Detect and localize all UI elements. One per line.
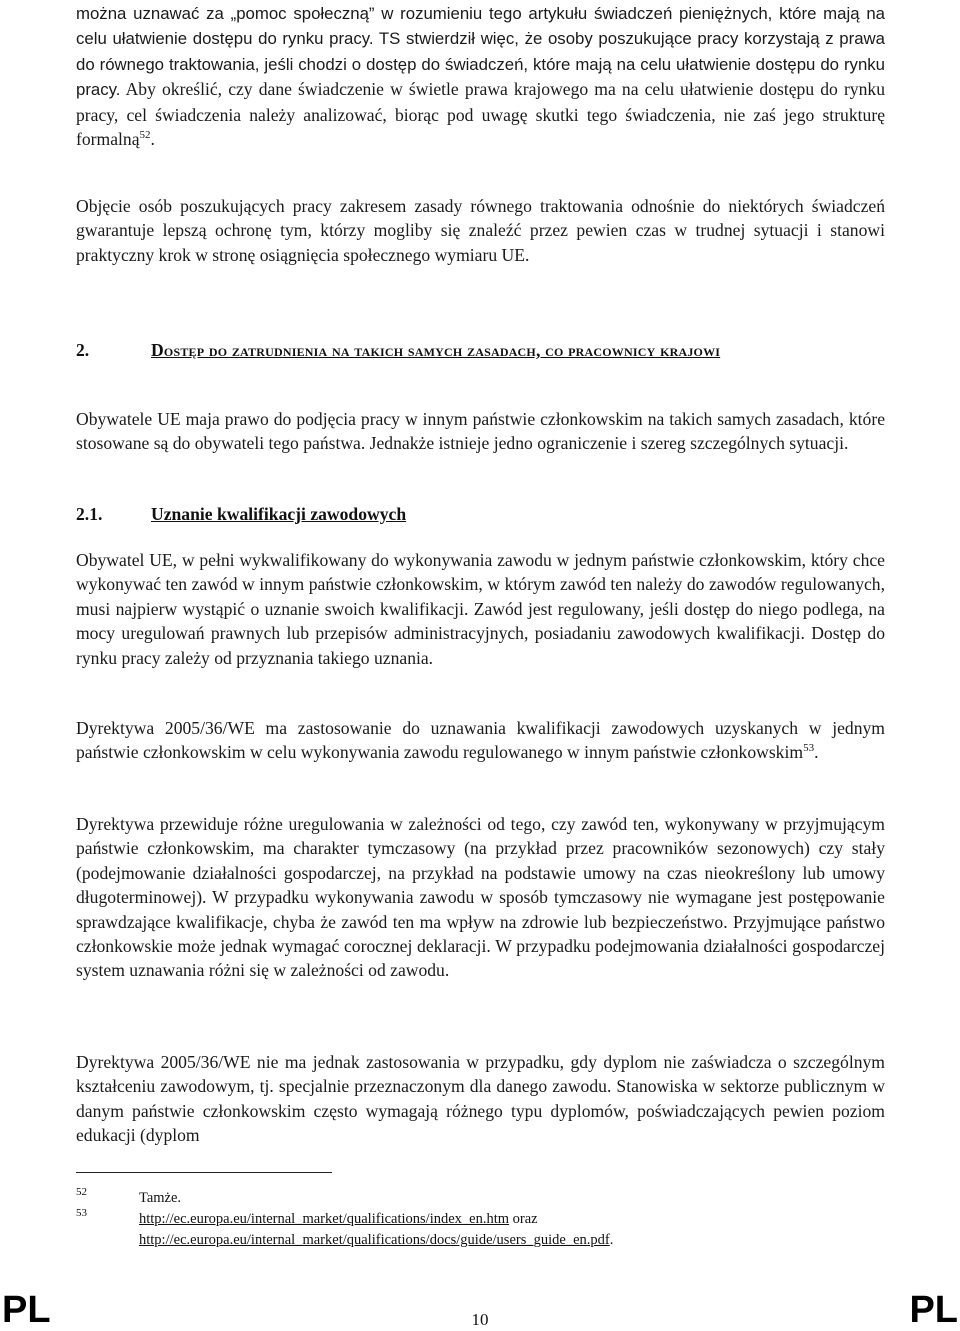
- language-code-left: PL: [2, 1289, 51, 1331]
- paragraph-4: Obywatel UE, w pełni wykwalifikowany do wykonywania zawodu w jednym państwie członkowskim, który chce wykonywać ten zawód w innym państwie członkowskim, w którym zawód ten należy do zawodów regulowanych, musi najpierw wystąpić o uznanie swoich kwalifikacji. Zawód jest regulowany, jeśli dostęp do niego podlega, na mocy uregulowań prawnych lub przepisów administracyjnych, posiadaniu zawodowych kwalifikacji. Dostęp do rynku pracy zależy od przyznania takiego uznania.: [76, 550, 885, 668]
- footnote-53-end: .: [609, 1232, 614, 1248]
- subsection-heading-number: 2.1.: [76, 504, 103, 524]
- section-heading-2-title: Dostęp do zatrudnienia na takich samych zasadach, co pracownicy krajowi: [151, 340, 721, 360]
- paragraph-3: Obywatele UE maja prawo do podjęcia pracy w innym państwie członkowskim na takich samych zasadach, które stosowane są do obywateli tego państwa. Jednakże istnieje jedno ograniczenie i szereg szczególnych sytuacji.: [76, 409, 885, 454]
- section-heading-2-number: 2.: [76, 340, 90, 360]
- footnote-52-text: Tamże.: [139, 1190, 182, 1206]
- subsection-heading-title: Uznanie kwalifikacji zawodowych: [151, 504, 407, 524]
- footnote-53-join: oraz: [509, 1211, 538, 1227]
- footnotes: [76, 1188, 896, 1251]
- paragraph-5: [76, 716, 885, 765]
- footnote-53-link-1[interactable]: http://ec.europa.eu/internal_market/qualifications/index_en.htm: [139, 1211, 510, 1227]
- paragraph-2: Objęcie osób poszukujących pracy zakresem zasady równego traktowania odnośnie do niektórych świadczeń gwarantuje lepszą ochronę tym, którzy mogliby się znaleźć przez pewien czas w trudnej sytuacji i stanowi praktyczny krok w stronę osiągnięcia społecznego wymiaru UE.: [76, 196, 885, 265]
- language-code-right: PL: [909, 1289, 958, 1331]
- footnote-53-link-2[interactable]: http://ec.europa.eu/internal_market/qualifications/docs/guide/users_guide_en.pdf: [139, 1232, 610, 1248]
- footnote-ref-52[interactable]: 52: [139, 129, 151, 142]
- paragraph-1-end: .: [150, 129, 155, 150]
- footnote-52-mark: 52: [76, 1186, 87, 1198]
- paragraph-5-end: .: [814, 742, 819, 763]
- paragraph-1: [76, 1, 885, 151]
- paragraph-5-text: Dyrektywa 2005/36/WE ma zastosowanie do uznawania kwalifikacji zawodowych uzyskanych w jednym państwie członkowskim w celu wykonywania zawodu regulowanego w innym państwie członkowskim: [76, 718, 885, 763]
- footnote-ref-53[interactable]: 53: [803, 742, 815, 755]
- paragraph-1-part-a: można uznawać za „pomoc społeczną” w rozumieniu tego artykułu świadczeń pieniężnych, które mają na celu ułatwienie dostępu do rynku pracy. TS stwierdził więc, że osoby poszukujące pracy korzystają z prawa do równego traktowania, jeśli chodzi o dostęp do świadczeń, które mają na celu ułatwienie dostępu do rynku pracy.: [76, 4, 885, 100]
- subsection-heading-2-1: [76, 502, 885, 526]
- footnote-53-mark: 53: [76, 1207, 87, 1219]
- section-heading-2: [76, 338, 885, 362]
- paragraph-7: Dyrektywa 2005/36/WE nie ma jednak zastosowania w przypadku, gdy dyplom nie zaświadcza o szczególnym kształceniu zawodowym, tj. specjalnie przeznaczonym dla danego zawodu. Stanowiska w sektorze publicznym w danym państwie członkowskim często wymagają różnego typu dyplomów, poświadczających pewien poziom edukacji (dyplom: [76, 1052, 885, 1146]
- footnote-52: [76, 1188, 896, 1209]
- paragraph-6: Dyrektywa przewiduje różne uregulowania w zależności od tego, czy zawód ten, wykonywany w przyjmującym państwie członkowskim, ma charakter tymczasowy (na przykład przez pracowników sezonowych) czy stały (podejmowanie działalności gospodarczej, na przykład na podstawie umowy na czas nieokreślony lub umowy długoterminowej). W przypadku wykonywania zawodu w sposób tymczasowy nie wymagane jest postępowanie sprawdzające kwalifikacje, chyba że zawód ten ma wpływ na zdrowie lub bezpieczeństwo. Przyjmujące państwo członkowskie może jednak wymagać corocznej deklaracji. W przypadku podejmowania działalności gospodarczej system uznawania różni się w zależności od zawodu.: [76, 814, 885, 981]
- page-number: 10: [471, 1310, 489, 1329]
- footnote-separator: [76, 1172, 332, 1173]
- paragraph-1-part-b: Aby określić, czy dane świadczenie w świetle prawa krajowego ma na celu ułatwienie dostępu do rynku pracy, cel świadczenia należy analizować, biorąc pod uwagę skutki tego świadczenia, nie zaś jego strukturę formalną: [76, 79, 885, 150]
- footnote-53: [76, 1209, 896, 1251]
